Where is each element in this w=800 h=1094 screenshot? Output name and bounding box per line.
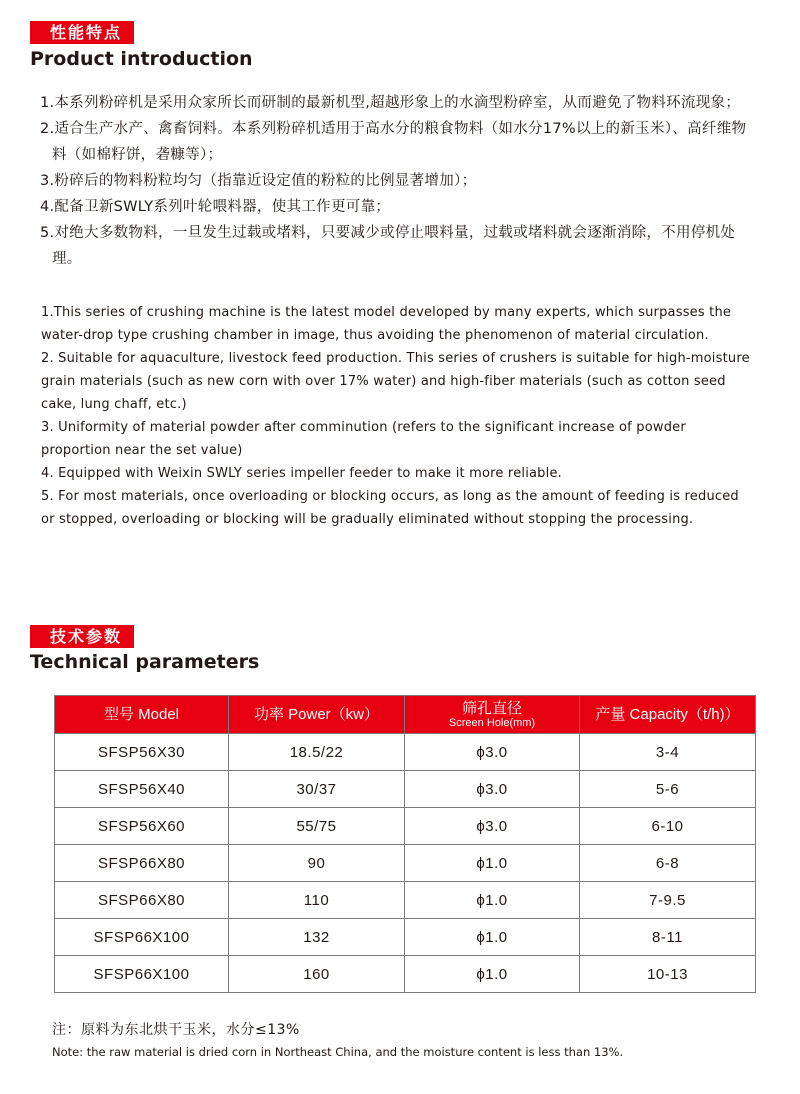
table-header-row bbox=[55, 696, 756, 734]
list-item: 1.本系列粉碎机是采用众家所长而研制的最新机型,超越形象上的水滴型粉碎室，从而避免了物料环流现象； bbox=[40, 95, 741, 111]
table-row bbox=[55, 845, 756, 882]
features-list-zh bbox=[40, 90, 760, 272]
cell-screen-hole: ϕ1.0 bbox=[405, 956, 580, 993]
cell-power: 30/37 bbox=[229, 771, 405, 808]
cell-power: 132 bbox=[229, 919, 405, 956]
cell-screen-hole: ϕ1.0 bbox=[405, 882, 580, 919]
table-row bbox=[55, 956, 756, 993]
cell-power: 90 bbox=[229, 845, 405, 882]
header-screen-hole-zh: 筛孔直径 bbox=[461, 699, 522, 717]
parameters-table bbox=[54, 695, 756, 993]
cell-capacity: 8-11 bbox=[580, 919, 756, 956]
product-introduction-heading: Product introduction bbox=[30, 48, 253, 70]
cell-capacity: 6-8 bbox=[580, 845, 756, 882]
cell-capacity: 6-10 bbox=[580, 808, 756, 845]
table-row bbox=[55, 771, 756, 808]
cell-screen-hole: ϕ3.0 bbox=[405, 771, 580, 808]
list-item: 2.适合生产水产、禽畜饲料。本系列粉碎机适用于高水分的粮食物料（如水分17%以上的新玉米）、高纤维物料（如棉籽饼，砻糠等）； bbox=[40, 121, 747, 163]
cell-screen-hole: ϕ1.0 bbox=[405, 845, 580, 882]
cell-screen-hole: ϕ3.0 bbox=[405, 734, 580, 771]
cell-model: SFSP66X80 bbox=[55, 882, 229, 919]
header-model: 型号 Model bbox=[55, 696, 229, 734]
features-list-en bbox=[41, 301, 756, 531]
header-screen-hole bbox=[405, 696, 580, 734]
section-tag-parameters: 技术参数 bbox=[30, 625, 134, 648]
note-zh: 注：原料为东北烘干玉米，水分≤13% bbox=[52, 1022, 300, 1038]
list-item: 2. Suitable for aquaculture, livestock feed production. This series of crushers is suitable for high-moisture grain materials (such as new corn with over 17% water) and high-fiber materials (such as cotton seed cake, lung chaff, etc.) bbox=[41, 351, 750, 412]
table-row bbox=[55, 808, 756, 845]
cell-power: 18.5/22 bbox=[229, 734, 405, 771]
cell-capacity: 7-9.5 bbox=[580, 882, 756, 919]
cell-capacity: 3-4 bbox=[580, 734, 756, 771]
header-screen-hole-en: Screen Hole(mm) bbox=[448, 716, 536, 729]
technical-parameters-heading: Technical parameters bbox=[30, 651, 260, 673]
cell-model: SFSP66X100 bbox=[55, 919, 229, 956]
list-item: 4.配备卫新SWLY系列叶轮喂料器，使其工作更可靠； bbox=[40, 199, 391, 215]
list-item: 3. Uniformity of material powder after comminution (refers to the significant increase of powder proportion near the set value) bbox=[41, 420, 686, 458]
note-en: Note: the raw material is dried corn in Northeast China, and the moisture content is less than 13%. bbox=[52, 1045, 624, 1059]
cell-power: 160 bbox=[229, 956, 405, 993]
cell-model: SFSP56X40 bbox=[55, 771, 229, 808]
list-item: 3.粉碎后的物料粉粒均匀（指靠近设定值的粉粒的比例显著增加）； bbox=[40, 173, 477, 189]
cell-screen-hole: ϕ3.0 bbox=[405, 808, 580, 845]
cell-power: 110 bbox=[229, 882, 405, 919]
list-item: 4. Equipped with Weixin SWLY series impeller feeder to make it more reliable. bbox=[41, 466, 562, 481]
list-item: 1.This series of crushing machine is the latest model developed by many experts, which surpasses the water-drop type crushing chamber in image, thus avoiding the phenomenon of material circulation. bbox=[41, 305, 732, 343]
cell-screen-hole: ϕ1.0 bbox=[405, 919, 580, 956]
header-power: 功率 Power（kw） bbox=[229, 696, 405, 734]
cell-model: SFSP66X100 bbox=[55, 956, 229, 993]
list-item: 5. For most materials, once overloading or blocking occurs, as long as the amount of feeding is reduced or stopped, overloading or blocking will be gradually eliminated without stopping the processing. bbox=[41, 489, 739, 527]
cell-model: SFSP56X60 bbox=[55, 808, 229, 845]
cell-model: SFSP56X30 bbox=[55, 734, 229, 771]
cell-capacity: 10-13 bbox=[580, 956, 756, 993]
table-row bbox=[55, 734, 756, 771]
table-row bbox=[55, 919, 756, 956]
cell-capacity: 5-6 bbox=[580, 771, 756, 808]
cell-model: SFSP66X80 bbox=[55, 845, 229, 882]
table-row bbox=[55, 882, 756, 919]
cell-power: 55/75 bbox=[229, 808, 405, 845]
header-capacity: 产量 Capacity（t/h)） bbox=[580, 696, 756, 734]
list-item: 5.对绝大多数物料，一旦发生过载或堵料，只要减少或停止喂料量，过载或堵料就会逐渐消除，不用停机处理。 bbox=[40, 225, 736, 267]
section-tag-features: 性能特点 bbox=[30, 21, 134, 44]
